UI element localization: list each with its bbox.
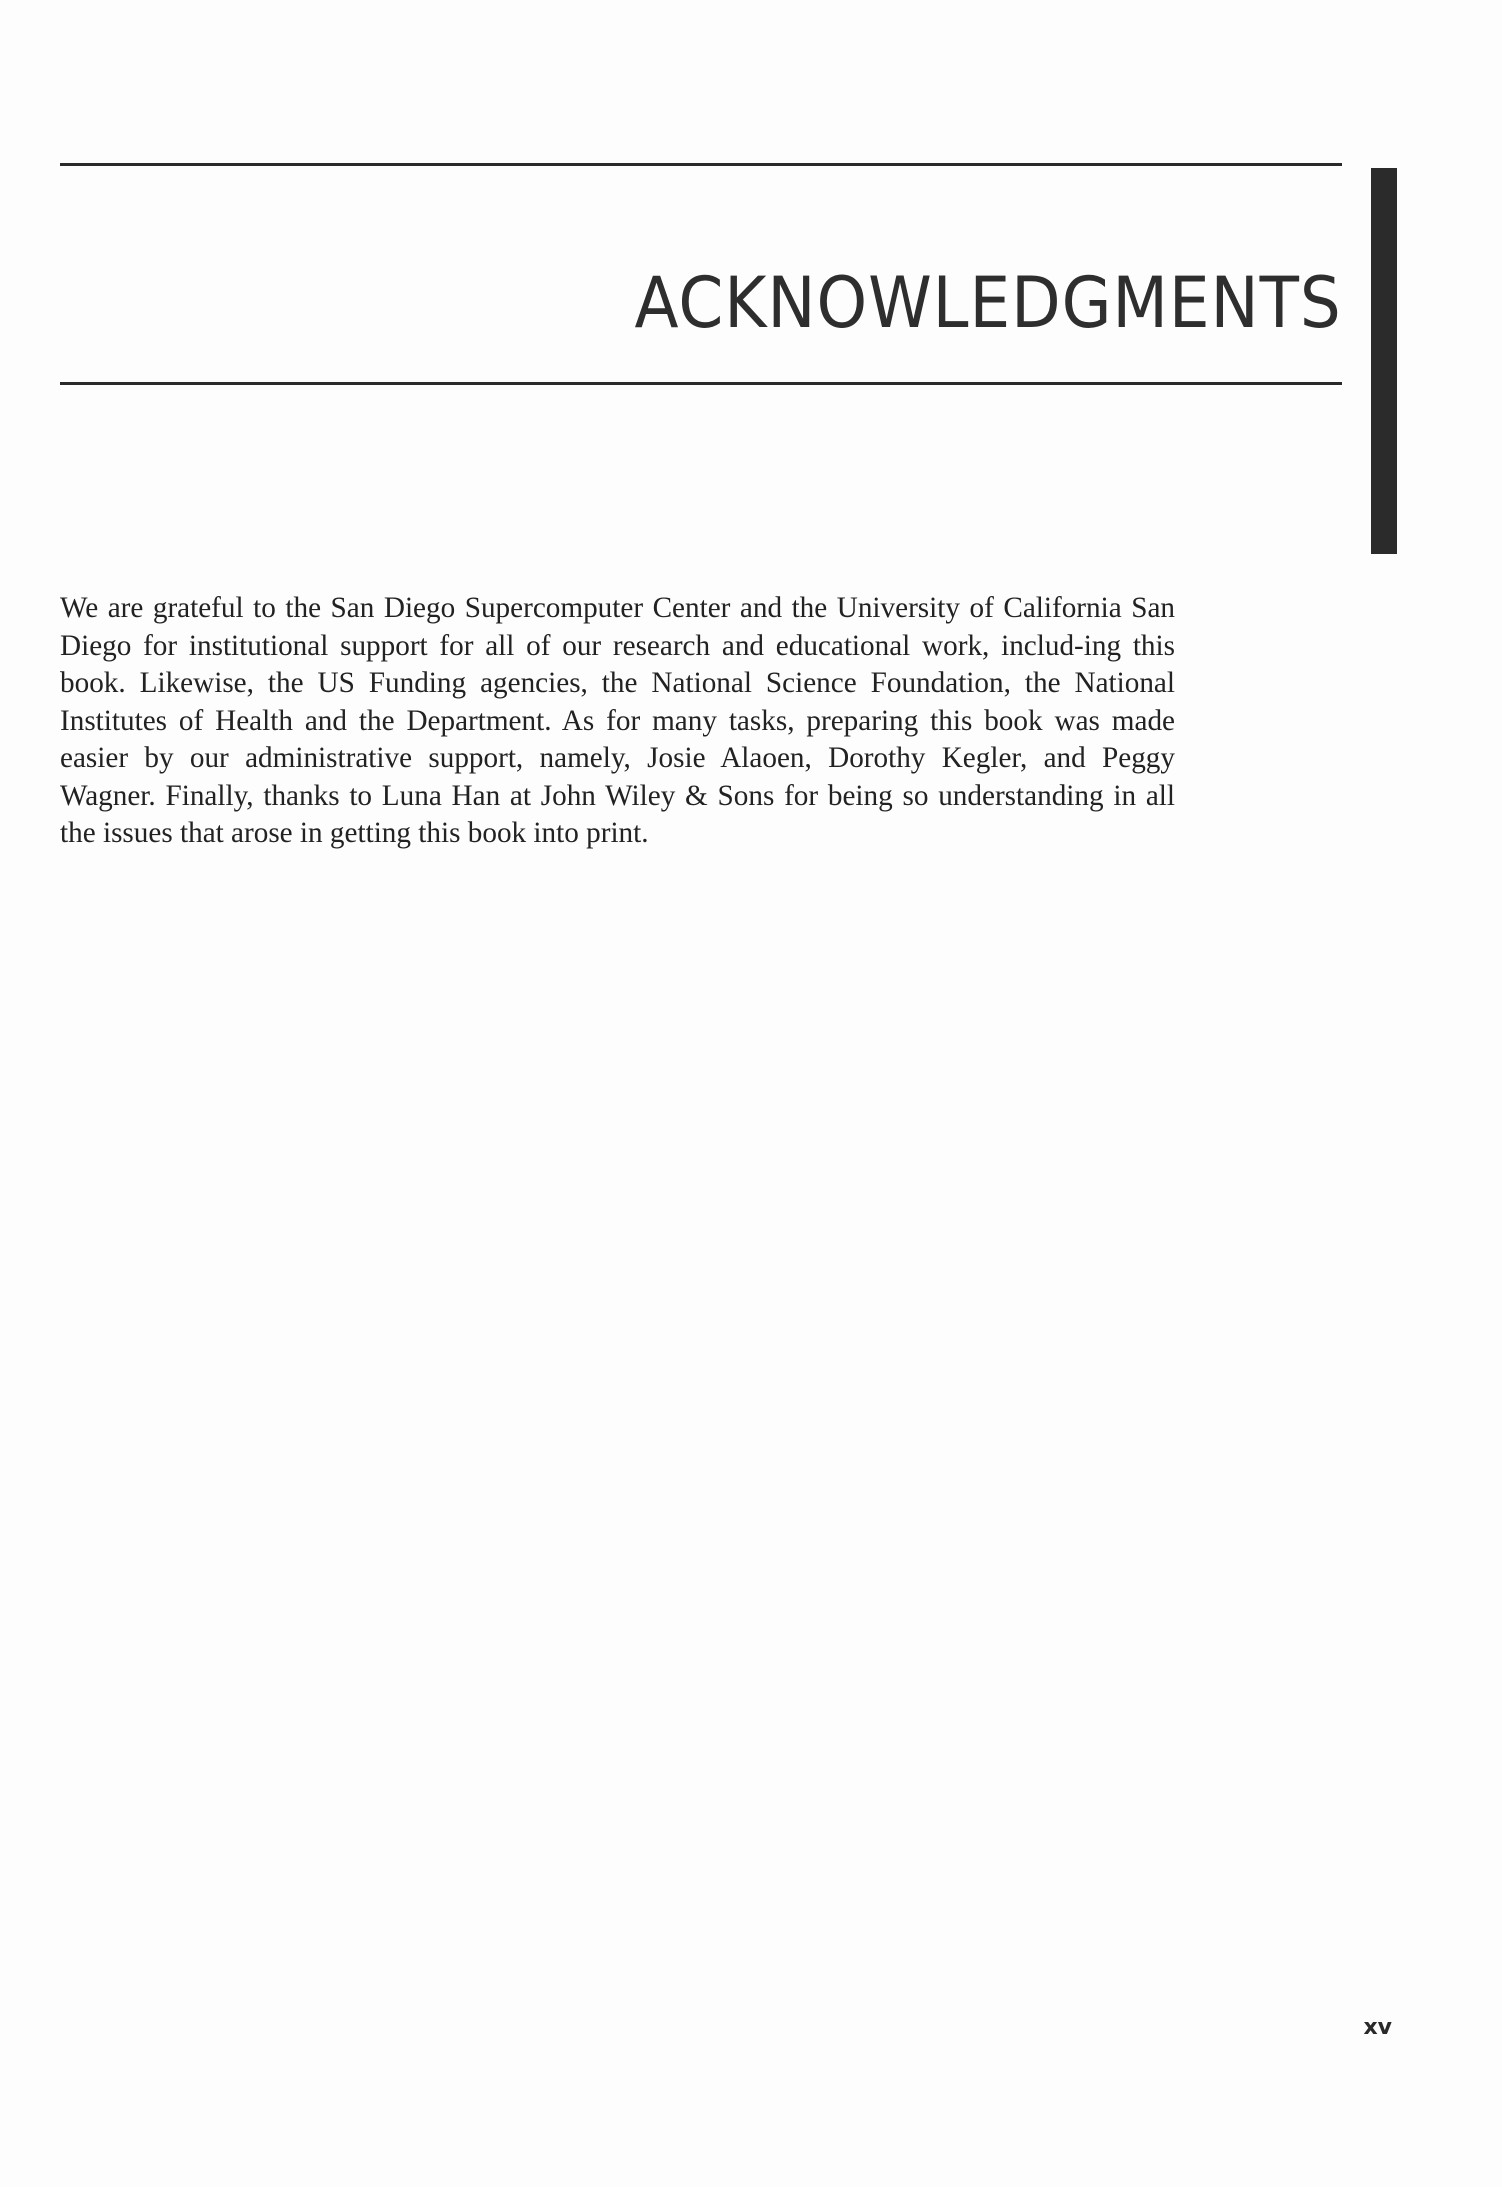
top-rule xyxy=(60,163,1342,166)
acknowledgments-paragraph: We are grateful to the San Diego Supercomputer Center and the University of California San Diego for institutional support for all of our research and educational work, includ-ing this book. Likewise, the US Funding agencies, the National Science Foundation, the National Institutes of Health and the Department. As for many tasks, preparing this book was made easier by our administrative support, namely, Josie Alaoen, Dorothy Kegler, and Peggy Wagner. Finally, thanks to Luna Han at John Wiley & Sons for being so understanding in all the issues that arose in getting this book into print. xyxy=(60,592,1175,849)
bottom-rule xyxy=(60,382,1342,385)
chapter-title: ACKNOWLEDGMENTS xyxy=(634,262,1342,344)
page-number: xv xyxy=(1363,2015,1392,2040)
chapter-side-bar xyxy=(1371,168,1397,554)
